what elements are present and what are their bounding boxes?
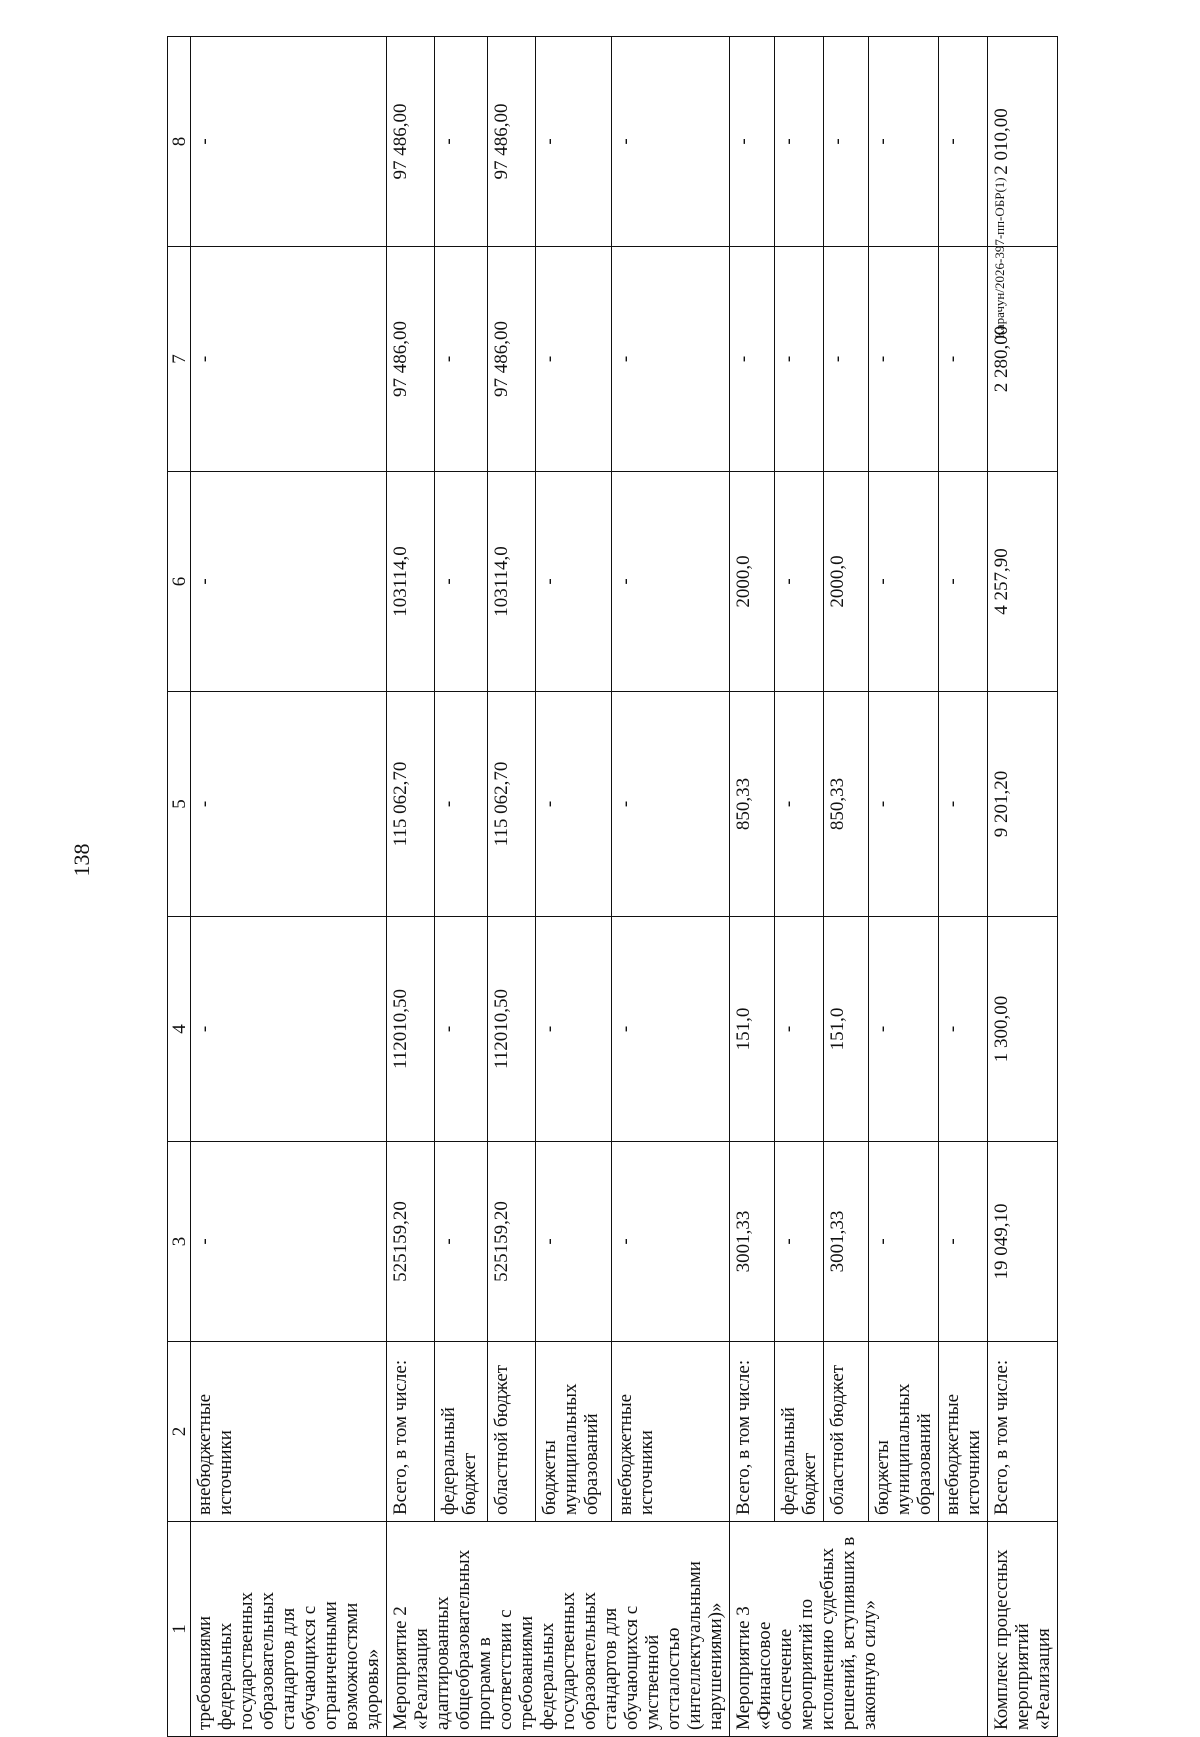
funding-source: внебюджетные источники [611, 1342, 729, 1522]
value-cell: - [775, 1142, 824, 1342]
table-row [988, 37, 1058, 1737]
value-cell: - [775, 247, 824, 472]
value-cell: - [611, 917, 729, 1142]
value-cell: - [869, 917, 939, 1142]
value-cell: - [435, 37, 488, 247]
document-code: Карачун/2026-397-пп-ОБР(1) [992, 177, 1007, 339]
value-cell: - [939, 1142, 988, 1342]
page-number: 138 [69, 843, 94, 877]
table-row [730, 37, 775, 1737]
col-header-8: 8 [168, 37, 191, 247]
value-cell: - [775, 917, 824, 1142]
funding-source: федеральный бюджет [435, 1342, 488, 1522]
table-row [775, 37, 824, 1737]
col-header-4: 4 [168, 917, 191, 1142]
value-cell: 850,33 [730, 692, 775, 917]
table-row [824, 37, 869, 1737]
value-cell: - [939, 472, 988, 692]
value-cell: - [536, 472, 611, 692]
value-cell: - [939, 37, 988, 247]
value-cell: - [435, 917, 488, 1142]
value-cell: - [191, 247, 387, 472]
financing-table [167, 36, 1058, 1737]
value-cell: - [869, 472, 939, 692]
value-cell: - [611, 472, 729, 692]
table-row [387, 37, 435, 1737]
funding-source: бюджеты муниципальных образований [869, 1342, 939, 1522]
value-cell: - [191, 692, 387, 917]
value-cell: - [536, 692, 611, 917]
table-row [869, 37, 939, 1737]
table-row [488, 37, 536, 1737]
value-cell: - [824, 247, 869, 472]
measure-description: Мероприятие 2 «Реализация адаптированных общеобразовательных программ в соответствии с требованиями федеральных государственных образовательных стандартов для обучающихся с умственной отсталостью (интеллектуальными нарушениями)» [387, 1522, 730, 1737]
funding-source: федеральный бюджет [775, 1342, 824, 1522]
value-cell: - [536, 37, 611, 247]
value-cell: - [824, 37, 869, 247]
value-cell: 3001,33 [730, 1142, 775, 1342]
value-cell: 4 257,90 [988, 472, 1058, 692]
value-cell: - [869, 37, 939, 247]
funding-source: областной бюджет [488, 1342, 536, 1522]
value-cell: - [611, 1142, 729, 1342]
value-cell: 151,0 [730, 917, 775, 1142]
funding-source: внебюджетные источники [191, 1342, 387, 1522]
col-header-5: 5 [168, 692, 191, 917]
value-cell: - [730, 247, 775, 472]
header-row [168, 37, 191, 1737]
measure-description: Комплекс процессных мероприятий «Реализация [988, 1522, 1058, 1737]
funding-source: Всего, в том числе: [988, 1342, 1058, 1522]
value-cell: - [869, 692, 939, 917]
value-cell: - [191, 917, 387, 1142]
funding-source: Всего, в том числе: [387, 1342, 435, 1522]
value-cell: 2000,0 [824, 472, 869, 692]
funding-source: Всего, в том числе: [730, 1342, 775, 1522]
value-cell: 850,33 [824, 692, 869, 917]
value-cell: - [536, 247, 611, 472]
value-cell: - [191, 37, 387, 247]
value-cell: 151,0 [824, 917, 869, 1142]
funding-source: областной бюджет [824, 1342, 869, 1522]
value-cell: 103114,0 [387, 472, 435, 692]
measure-description: требованиями федеральных государственных образовательных стандартов для обучающихся с ограниченными возможностями здоровья» [191, 1522, 387, 1737]
value-cell: 97 486,00 [488, 37, 536, 247]
col-header-3: 3 [168, 1142, 191, 1342]
financing-table-wrapper [167, 37, 1054, 1737]
value-cell: - [611, 37, 729, 247]
value-cell: 97 486,00 [387, 37, 435, 247]
value-cell: - [536, 1142, 611, 1342]
col-header-7: 7 [168, 247, 191, 472]
value-cell: 525159,20 [488, 1142, 536, 1342]
col-header-1: 1 [168, 1522, 191, 1737]
value-cell: 2 280,00 [988, 247, 1058, 472]
value-cell: 97 486,00 [387, 247, 435, 472]
value-cell: - [939, 692, 988, 917]
table-row [536, 37, 611, 1737]
value-cell: 97 486,00 [488, 247, 536, 472]
value-cell: - [775, 692, 824, 917]
value-cell: 2 010,00 [988, 37, 1058, 247]
value-cell: - [939, 247, 988, 472]
value-cell: 112010,50 [387, 917, 435, 1142]
value-cell: - [435, 1142, 488, 1342]
col-header-2: 2 [168, 1342, 191, 1522]
value-cell: - [191, 472, 387, 692]
funding-source: бюджеты муниципальных образований [536, 1342, 611, 1522]
value-cell: - [611, 247, 729, 472]
value-cell: - [536, 917, 611, 1142]
value-cell: 112010,50 [488, 917, 536, 1142]
funding-source: внебюджетные источники [939, 1342, 988, 1522]
value-cell: 9 201,20 [988, 692, 1058, 917]
value-cell: - [191, 1142, 387, 1342]
value-cell: - [775, 37, 824, 247]
value-cell: 1 300,00 [988, 917, 1058, 1142]
value-cell: 115 062,70 [488, 692, 536, 917]
value-cell: - [869, 247, 939, 472]
col-header-6: 6 [168, 472, 191, 692]
table-row [939, 37, 988, 1737]
table-row [191, 37, 387, 1737]
value-cell: - [435, 247, 488, 472]
value-cell: 103114,0 [488, 472, 536, 692]
value-cell: 3001,33 [824, 1142, 869, 1342]
measure-description: Мероприятие 3 «Финансовое обеспечение мероприятий по исполнению судебных решений, вступивших в законную силу» [730, 1522, 988, 1737]
value-cell: - [730, 37, 775, 247]
value-cell: 525159,20 [387, 1142, 435, 1342]
value-cell: 2000,0 [730, 472, 775, 692]
value-cell: - [869, 1142, 939, 1342]
value-cell: 19 049,10 [988, 1142, 1058, 1342]
table-row [611, 37, 729, 1737]
value-cell: - [435, 472, 488, 692]
table-row [435, 37, 488, 1737]
value-cell: - [611, 692, 729, 917]
value-cell: 115 062,70 [387, 692, 435, 917]
value-cell: - [435, 692, 488, 917]
value-cell: - [775, 472, 824, 692]
value-cell: - [939, 917, 988, 1142]
